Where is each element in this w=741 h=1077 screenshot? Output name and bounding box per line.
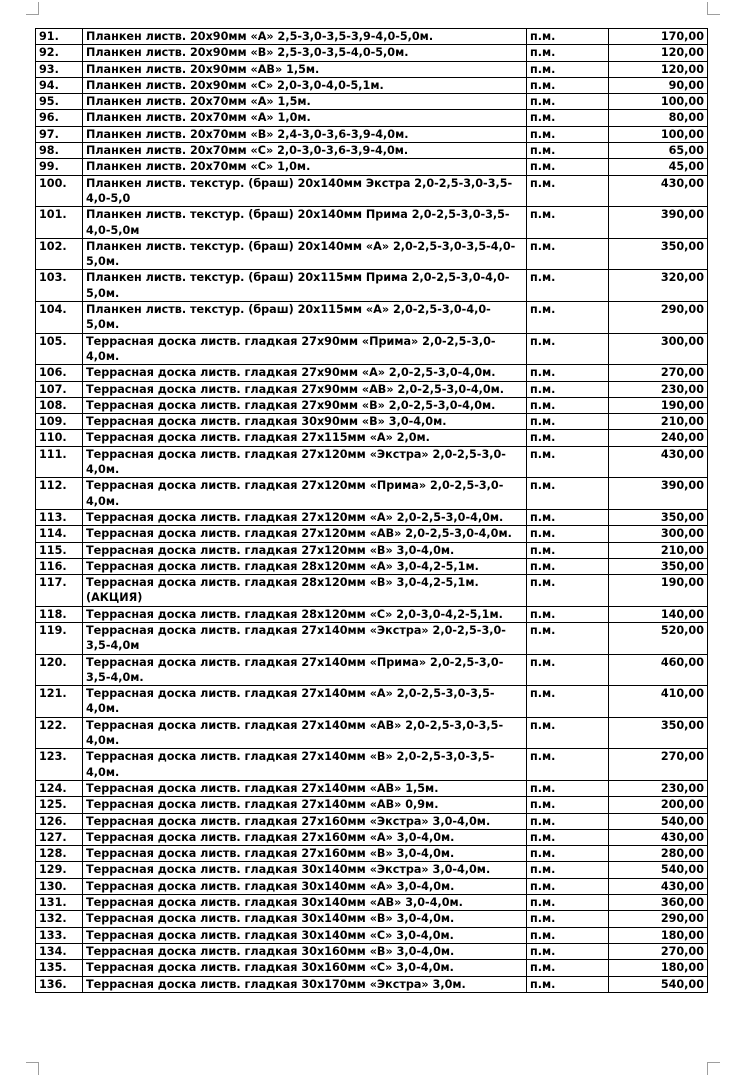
table-row xyxy=(36,542,708,558)
product-name: Планкен листв. текстур. (браш) 20х115мм Прима 2,0-2,5-3,0-4,0-5,0м. xyxy=(83,270,527,302)
table-row xyxy=(36,478,708,510)
row-number: 97. xyxy=(36,126,83,142)
table-row xyxy=(36,238,708,270)
product-price: 430,00 xyxy=(609,829,708,845)
row-number: 130. xyxy=(36,878,83,894)
page-corner-mark-bottom-left xyxy=(26,1062,39,1075)
product-name: Террасная доска листв. гладкая 30х140мм «В» 3,0-4,0м. xyxy=(83,911,527,927)
unit-of-measure: п.м. xyxy=(527,862,609,878)
row-number: 123. xyxy=(36,749,83,781)
product-name: Террасная доска листв. гладкая 28х120мм «А» 3,0-4,2-5,1м. xyxy=(83,558,527,574)
unit-of-measure: п.м. xyxy=(527,686,609,718)
table-row xyxy=(36,526,708,542)
product-price: 290,00 xyxy=(609,911,708,927)
table-row xyxy=(36,780,708,796)
product-price: 540,00 xyxy=(609,862,708,878)
product-name: Террасная доска листв. гладкая 30х140мм «А» 3,0-4,0м. xyxy=(83,878,527,894)
unit-of-measure: п.м. xyxy=(527,846,609,862)
table-row xyxy=(36,878,708,894)
product-price: 45,00 xyxy=(609,159,708,175)
unit-of-measure: п.м. xyxy=(527,45,609,61)
product-price: 270,00 xyxy=(609,365,708,381)
unit-of-measure: п.м. xyxy=(527,813,609,829)
product-name: Террасная доска листв. гладкая 27х90мм «А» 2,0-2,5-3,0-4,0м. xyxy=(83,365,527,381)
row-number: 127. xyxy=(36,829,83,845)
unit-of-measure: п.м. xyxy=(527,207,609,239)
product-name: Планкен листв. текстур. (браш) 20х140мм Прима 2,0-2,5-3,0-3,5-4,0-5,0м xyxy=(83,207,527,239)
product-name: Террасная доска листв. гладкая 27х120мм «А» 2,0-2,5-3,0-4,0м. xyxy=(83,509,527,525)
product-name: Планкен листв. 20х70мм «А» 1,5м. xyxy=(83,94,527,110)
product-price: 390,00 xyxy=(609,207,708,239)
table-row xyxy=(36,813,708,829)
product-price: 65,00 xyxy=(609,143,708,159)
product-name: Планкен листв. 20х70мм «С» 1,0м. xyxy=(83,159,527,175)
unit-of-measure: п.м. xyxy=(527,175,609,207)
product-name: Террасная доска листв. гладкая 27х160мм «В» 3,0-4,0м. xyxy=(83,846,527,862)
unit-of-measure: п.м. xyxy=(527,749,609,781)
unit-of-measure: п.м. xyxy=(527,829,609,845)
row-number: 107. xyxy=(36,381,83,397)
product-price: 300,00 xyxy=(609,333,708,365)
row-number: 131. xyxy=(36,895,83,911)
product-price: 410,00 xyxy=(609,686,708,718)
product-name: Террасная доска листв. гладкая 30х170мм «Экстра» 3,0м. xyxy=(83,976,527,992)
product-name: Террасная доска листв. гладкая 27х140мм «АВ» 2,0-2,5-3,0-3,5-4,0м. xyxy=(83,717,527,749)
product-name: Террасная доска листв. гладкая 27х120мм «АВ» 2,0-2,5-3,0-4,0м. xyxy=(83,526,527,542)
product-name: Террасная доска листв. гладкая 27х120мм «Экстра» 2,0-2,5-3,0-4,0м. xyxy=(83,446,527,478)
row-number: 112. xyxy=(36,478,83,510)
product-name: Террасная доска листв. гладкая 27х120мм «В» 3,0-4,0м. xyxy=(83,542,527,558)
unit-of-measure: п.м. xyxy=(527,960,609,976)
row-number: 124. xyxy=(36,780,83,796)
unit-of-measure: п.м. xyxy=(527,333,609,365)
row-number: 105. xyxy=(36,333,83,365)
table-row xyxy=(36,159,708,175)
table-row xyxy=(36,654,708,686)
unit-of-measure: п.м. xyxy=(527,446,609,478)
row-number: 101. xyxy=(36,207,83,239)
product-price: 520,00 xyxy=(609,622,708,654)
table-row xyxy=(36,175,708,207)
table-row xyxy=(36,606,708,622)
product-price: 120,00 xyxy=(609,45,708,61)
unit-of-measure: п.м. xyxy=(527,159,609,175)
row-number: 106. xyxy=(36,365,83,381)
product-name: Террасная доска листв. гладкая 27х115мм «А» 2,0м. xyxy=(83,430,527,446)
product-price: 170,00 xyxy=(609,29,708,45)
product-price: 300,00 xyxy=(609,526,708,542)
unit-of-measure: п.м. xyxy=(527,61,609,77)
product-name: Террасная доска листв. гладкая 27х160мм «А» 3,0-4,0м. xyxy=(83,829,527,845)
table-row xyxy=(36,430,708,446)
product-price: 240,00 xyxy=(609,430,708,446)
row-number: 102. xyxy=(36,238,83,270)
table-row xyxy=(36,270,708,302)
product-name: Террасная доска листв. гладкая 27х120мм «Прима» 2,0-2,5-3,0-4,0м. xyxy=(83,478,527,510)
row-number: 109. xyxy=(36,414,83,430)
table-row xyxy=(36,509,708,525)
unit-of-measure: п.м. xyxy=(527,943,609,959)
product-name: Террасная доска листв. гладкая 27х160мм «Экстра» 3,0-4,0м. xyxy=(83,813,527,829)
product-price: 120,00 xyxy=(609,61,708,77)
row-number: 116. xyxy=(36,558,83,574)
row-number: 132. xyxy=(36,911,83,927)
product-name: Террасная доска листв. гладкая 30х160мм «В» 3,0-4,0м. xyxy=(83,943,527,959)
unit-of-measure: п.м. xyxy=(527,397,609,413)
row-number: 96. xyxy=(36,110,83,126)
unit-of-measure: п.м. xyxy=(527,365,609,381)
page-corner-mark-top-right xyxy=(707,2,720,15)
product-name: Террасная доска листв. гладкая 27х140мм «Экстра» 2,0-2,5-3,0-3,5-4,0м xyxy=(83,622,527,654)
product-name: Планкен листв. текстур. (браш) 20х115мм «А» 2,0-2,5-3,0-4,0-5,0м. xyxy=(83,302,527,334)
table-row xyxy=(36,143,708,159)
row-number: 103. xyxy=(36,270,83,302)
unit-of-measure: п.м. xyxy=(527,526,609,542)
unit-of-measure: п.м. xyxy=(527,110,609,126)
product-name: Террасная доска листв. гладкая 30х90мм «В» 3,0-4,0м. xyxy=(83,414,527,430)
row-number: 125. xyxy=(36,797,83,813)
table-row xyxy=(36,927,708,943)
product-price: 540,00 xyxy=(609,976,708,992)
table-row xyxy=(36,797,708,813)
unit-of-measure: п.м. xyxy=(527,143,609,159)
table-row xyxy=(36,207,708,239)
table-row xyxy=(36,846,708,862)
product-price: 200,00 xyxy=(609,797,708,813)
row-number: 136. xyxy=(36,976,83,992)
table-row xyxy=(36,829,708,845)
unit-of-measure: п.м. xyxy=(527,94,609,110)
table-row xyxy=(36,397,708,413)
unit-of-measure: п.м. xyxy=(527,606,609,622)
unit-of-measure: п.м. xyxy=(527,976,609,992)
product-name: Планкен листв. 20х90мм «А» 2,5-3,0-3,5-3,9-4,0-5,0м. xyxy=(83,29,527,45)
product-name: Планкен листв. текстур. (браш) 20х140мм Экстра 2,0-2,5-3,0-3,5-4,0-5,0 xyxy=(83,175,527,207)
table-row xyxy=(36,29,708,45)
unit-of-measure: п.м. xyxy=(527,911,609,927)
product-price: 350,00 xyxy=(609,238,708,270)
table-row xyxy=(36,381,708,397)
table-row xyxy=(36,61,708,77)
product-name: Террасная доска листв. гладкая 27х90мм «В» 2,0-2,5-3,0-4,0м. xyxy=(83,397,527,413)
table-row xyxy=(36,960,708,976)
unit-of-measure: п.м. xyxy=(527,780,609,796)
row-number: 94. xyxy=(36,77,83,93)
row-number: 95. xyxy=(36,94,83,110)
product-name: Планкен листв. 20х70мм «С» 2,0-3,0-3,6-3,9-4,0м. xyxy=(83,143,527,159)
product-price: 290,00 xyxy=(609,302,708,334)
product-name: Террасная доска листв. гладкая 27х140мм «АВ» 1,5м. xyxy=(83,780,527,796)
row-number: 126. xyxy=(36,813,83,829)
table-row xyxy=(36,976,708,992)
table-row xyxy=(36,749,708,781)
row-number: 100. xyxy=(36,175,83,207)
table-row xyxy=(36,45,708,61)
unit-of-measure: п.м. xyxy=(527,414,609,430)
product-name: Планкен листв. 20х90мм «В» 2,5-3,0-3,5-4,0-5,0м. xyxy=(83,45,527,61)
table-row xyxy=(36,365,708,381)
product-name: Террасная доска листв. гладкая 27х90мм «АВ» 2,0-2,5-3,0-4,0м. xyxy=(83,381,527,397)
product-name: Планкен листв. 20х90мм «АВ» 1,5м. xyxy=(83,61,527,77)
product-name: Планкен листв. 20х70мм «В» 2,4-3,0-3,6-3,9-4,0м. xyxy=(83,126,527,142)
unit-of-measure: п.м. xyxy=(527,478,609,510)
unit-of-measure: п.м. xyxy=(527,558,609,574)
unit-of-measure: п.м. xyxy=(527,654,609,686)
table-row xyxy=(36,110,708,126)
product-name: Планкен листв. 20х70мм «А» 1,0м. xyxy=(83,110,527,126)
row-number: 129. xyxy=(36,862,83,878)
page-corner-mark-bottom-right xyxy=(707,1062,720,1075)
unit-of-measure: п.м. xyxy=(527,717,609,749)
product-price: 270,00 xyxy=(609,749,708,781)
row-number: 133. xyxy=(36,927,83,943)
product-price: 210,00 xyxy=(609,414,708,430)
row-number: 99. xyxy=(36,159,83,175)
row-number: 128. xyxy=(36,846,83,862)
price-list-table xyxy=(35,28,708,993)
product-price: 350,00 xyxy=(609,717,708,749)
row-number: 115. xyxy=(36,542,83,558)
product-name: Террасная доска листв. гладкая 30х140мм «Экстра» 3,0-4,0м. xyxy=(83,862,527,878)
product-price: 90,00 xyxy=(609,77,708,93)
table-row xyxy=(36,895,708,911)
table-row xyxy=(36,302,708,334)
product-price: 100,00 xyxy=(609,126,708,142)
unit-of-measure: п.м. xyxy=(527,270,609,302)
table-row xyxy=(36,717,708,749)
table-row xyxy=(36,622,708,654)
unit-of-measure: п.м. xyxy=(527,126,609,142)
product-name: Террасная доска листв. гладкая 30х160мм «С» 3,0-4,0м. xyxy=(83,960,527,976)
row-number: 98. xyxy=(36,143,83,159)
product-name: Террасная доска листв. гладкая 30х140мм «АВ» 3,0-4,0м. xyxy=(83,895,527,911)
product-price: 190,00 xyxy=(609,575,708,607)
product-name: Террасная доска листв. гладкая 30х140мм «С» 3,0-4,0м. xyxy=(83,927,527,943)
product-price: 320,00 xyxy=(609,270,708,302)
row-number: 104. xyxy=(36,302,83,334)
product-price: 180,00 xyxy=(609,960,708,976)
row-number: 135. xyxy=(36,960,83,976)
row-number: 113. xyxy=(36,509,83,525)
unit-of-measure: п.м. xyxy=(527,381,609,397)
unit-of-measure: п.м. xyxy=(527,302,609,334)
table-row xyxy=(36,333,708,365)
product-price: 80,00 xyxy=(609,110,708,126)
product-price: 230,00 xyxy=(609,381,708,397)
row-number: 122. xyxy=(36,717,83,749)
table-row xyxy=(36,414,708,430)
row-number: 117. xyxy=(36,575,83,607)
product-price: 430,00 xyxy=(609,878,708,894)
product-name: Террасная доска листв. гладкая 27х140мм «В» 2,0-2,5-3,0-3,5-4,0м. xyxy=(83,749,527,781)
unit-of-measure: п.м. xyxy=(527,927,609,943)
table-row xyxy=(36,943,708,959)
row-number: 114. xyxy=(36,526,83,542)
product-price: 100,00 xyxy=(609,94,708,110)
product-price: 350,00 xyxy=(609,509,708,525)
unit-of-measure: п.м. xyxy=(527,797,609,813)
unit-of-measure: п.м. xyxy=(527,878,609,894)
product-price: 210,00 xyxy=(609,542,708,558)
unit-of-measure: п.м. xyxy=(527,542,609,558)
unit-of-measure: п.м. xyxy=(527,895,609,911)
row-number: 119. xyxy=(36,622,83,654)
table-row xyxy=(36,575,708,607)
product-price: 360,00 xyxy=(609,895,708,911)
product-price: 540,00 xyxy=(609,813,708,829)
product-price: 390,00 xyxy=(609,478,708,510)
page-corner-mark-top-left xyxy=(26,2,39,15)
product-name: Планкен листв. текстур. (браш) 20х140мм «А» 2,0-2,5-3,0-3,5-4,0-5,0м. xyxy=(83,238,527,270)
product-price: 230,00 xyxy=(609,780,708,796)
unit-of-measure: п.м. xyxy=(527,238,609,270)
unit-of-measure: п.м. xyxy=(527,77,609,93)
row-number: 134. xyxy=(36,943,83,959)
product-name: Террасная доска листв. гладкая 27х140мм «А» 2,0-2,5-3,0-3,5-4,0м. xyxy=(83,686,527,718)
table-row xyxy=(36,446,708,478)
row-number: 91. xyxy=(36,29,83,45)
product-price: 280,00 xyxy=(609,846,708,862)
table-row xyxy=(36,558,708,574)
product-name: Террасная доска листв. гладкая 28х120мм «С» 2,0-3,0-4,2-5,1м. xyxy=(83,606,527,622)
unit-of-measure: п.м. xyxy=(527,622,609,654)
product-name: Террасная доска листв. гладкая 27х140мм «Прима» 2,0-2,5-3,0-3,5-4,0м. xyxy=(83,654,527,686)
unit-of-measure: п.м. xyxy=(527,29,609,45)
product-price: 270,00 xyxy=(609,943,708,959)
product-price: 190,00 xyxy=(609,397,708,413)
product-price: 460,00 xyxy=(609,654,708,686)
row-number: 111. xyxy=(36,446,83,478)
row-number: 93. xyxy=(36,61,83,77)
product-price: 350,00 xyxy=(609,558,708,574)
product-price: 140,00 xyxy=(609,606,708,622)
product-name: Террасная доска листв. гладкая 27х90мм «Прима» 2,0-2,5-3,0-4,0м. xyxy=(83,333,527,365)
row-number: 121. xyxy=(36,686,83,718)
table-row xyxy=(36,862,708,878)
table-row xyxy=(36,126,708,142)
row-number: 110. xyxy=(36,430,83,446)
product-price: 430,00 xyxy=(609,175,708,207)
table-row xyxy=(36,686,708,718)
row-number: 92. xyxy=(36,45,83,61)
product-price: 430,00 xyxy=(609,446,708,478)
price-list-body xyxy=(36,29,708,993)
product-name: Террасная доска листв. гладкая 27х140мм «АВ» 0,9м. xyxy=(83,797,527,813)
table-row xyxy=(36,911,708,927)
unit-of-measure: п.м. xyxy=(527,509,609,525)
table-row xyxy=(36,77,708,93)
row-number: 118. xyxy=(36,606,83,622)
product-name: Террасная доска листв. гладкая 28х120мм «В» 3,0-4,2-5,1м. (АКЦИЯ) xyxy=(83,575,527,607)
row-number: 108. xyxy=(36,397,83,413)
product-name: Планкен листв. 20х90мм «С» 2,0-3,0-4,0-5,1м. xyxy=(83,77,527,93)
table-row xyxy=(36,94,708,110)
unit-of-measure: п.м. xyxy=(527,575,609,607)
unit-of-measure: п.м. xyxy=(527,430,609,446)
row-number: 120. xyxy=(36,654,83,686)
product-price: 180,00 xyxy=(609,927,708,943)
